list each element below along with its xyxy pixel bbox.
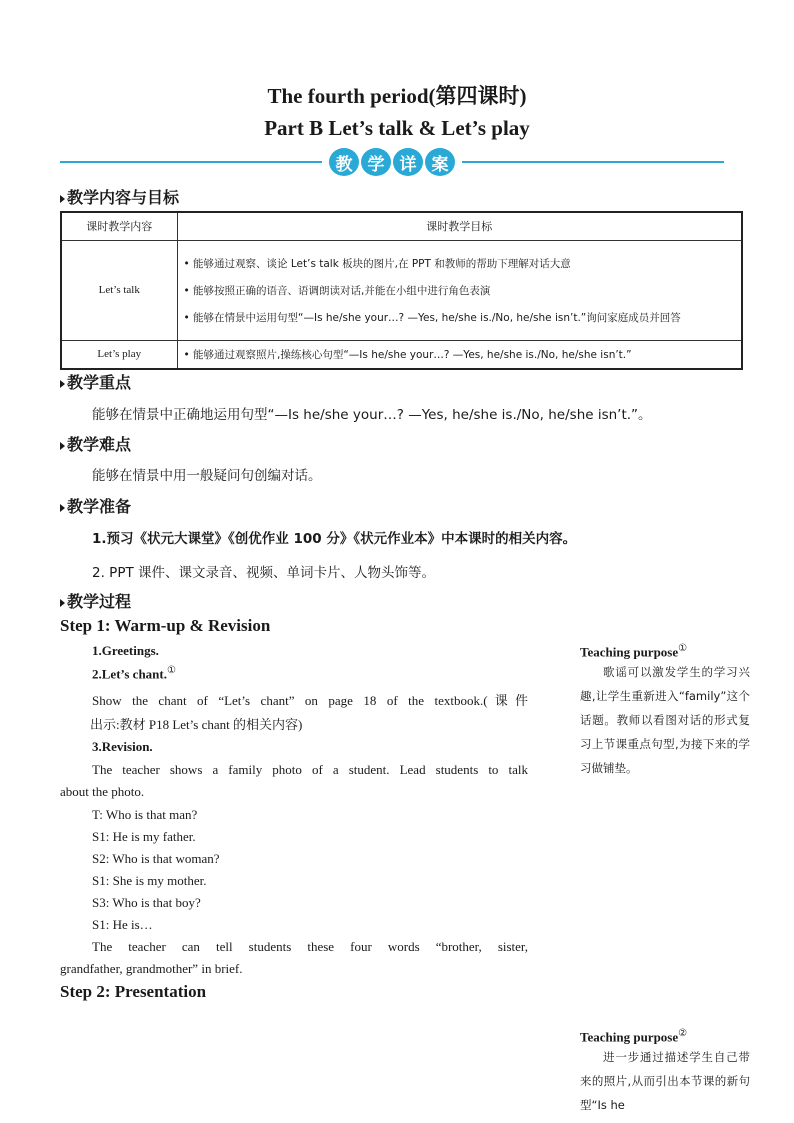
goal-item: • 能够通过观察照片,操练核心句型“—Is he/she your…? —Yes, he/she is./No, he/she isn’t.” — [183, 348, 632, 361]
dialogue-line: S1: He is… — [92, 917, 153, 932]
triangle-bullet-icon — [60, 442, 65, 450]
section-heading-content-goals: 教学内容与目标 — [60, 185, 179, 208]
table-cell-goals — [177, 340, 742, 369]
page-title: The fourth period(第四课时) — [267, 84, 527, 108]
dialogue-line: S2: Who is that woman? — [92, 851, 220, 866]
closing-text: grandfather, grandmother” in brief. — [60, 961, 243, 976]
difficulties-text: 能够在情景中用一般疑问句创编对话。 — [92, 468, 322, 484]
key-points-text: 能够在情景中正确地运用句型“—Is he/she your…? —Yes, he/she is./No, he/she isn’t.”。 — [92, 407, 652, 423]
note-text: 歌谣可以激发学生的学习兴趣,让学生重新进入“family”这个话题。教师以看图对话的形式复习上节课重点句型,为接下来的学习做铺垫。 — [580, 665, 750, 776]
triangle-bullet-icon — [60, 599, 65, 607]
section-banner — [60, 148, 724, 176]
triangle-bullet-icon — [60, 380, 65, 388]
revision-text: about the photo. — [60, 784, 145, 799]
dialogue-line: S1: She is my mother. — [92, 873, 207, 888]
table-cell-goals — [177, 240, 742, 340]
teaching-purpose-note-2 — [580, 1028, 750, 1117]
section-heading-preparation: 教学准备 — [60, 494, 131, 517]
banner-badges — [322, 148, 462, 176]
chant-text: Show the chant of “Let’s chant” on page 18 of the textbook.(课件 — [92, 693, 528, 708]
step2-title: Step 2: Presentation — [60, 982, 207, 1001]
table-cell-content: Let’s talk — [61, 240, 177, 340]
triangle-bullet-icon — [60, 504, 65, 512]
step1-title: Step 1: Warm-up & Revision — [60, 616, 271, 635]
revision-text: The teacher shows a family photo of a student. Lead students to talk — [92, 762, 528, 777]
teaching-purpose-note-1 — [580, 643, 750, 780]
table-header-row — [61, 212, 742, 240]
banner-char: 详 — [393, 148, 423, 176]
page-subtitle: Part B Let’s talk & Let’s play — [264, 116, 530, 140]
section-heading-process: 教学过程 — [60, 589, 131, 612]
dialogue-line: T: Who is that man? — [92, 807, 198, 822]
goal-item: • 能够通过观察、谈论 Let’s talk 板块的图片,在 PPT 和教师的帮助下理解对话大意 — [183, 257, 571, 270]
section-heading-key-points: 教学重点 — [60, 370, 131, 393]
greetings: 1.Greetings. — [92, 643, 159, 658]
banner-char: 学 — [361, 148, 391, 176]
table-row — [61, 340, 742, 369]
goals-table — [60, 211, 743, 370]
table-row — [61, 240, 742, 340]
revision-heading: 3.Revision. — [92, 739, 153, 754]
table-header-cell: 课时教学目标 — [177, 212, 742, 240]
note-text: 进一步通过描述学生自己带来的照片,从而引出本节课的新句型“Is he — [580, 1050, 750, 1113]
dialogue-line: S1: He is my father. — [92, 829, 196, 844]
dialogue-line: S3: Who is that boy? — [92, 895, 201, 910]
note-title: Teaching purpose② — [580, 1028, 688, 1045]
goal-item: • 能够在情景中运用句型“—Is he/she your…? —Yes, he/she is./No, he/she isn’t.”询问家庭成员并回答 — [183, 311, 681, 324]
chant-heading: 2.Let’s chant.① — [92, 665, 176, 682]
note-title: Teaching purpose① — [580, 643, 688, 660]
banner-char: 教 — [329, 148, 359, 176]
banner-char: 案 — [425, 148, 455, 176]
closing-text: The teacher can tell students these four words “brother, sister, — [92, 939, 528, 954]
table-cell-content: Let’s play — [61, 340, 177, 369]
chant-text: 出示:教材 P18 Let’s chant 的相关内容) — [90, 717, 303, 732]
preparation-item-1: 1.预习《状元大课堂》《创优作业 100 分》《状元作业本》中本课时的相关内容。 — [92, 531, 577, 547]
table-header-cell: 课时教学内容 — [61, 212, 177, 240]
banner-line-left — [60, 161, 322, 163]
preparation-item-2: 2. PPT 课件、课文录音、视频、单词卡片、人物头饰等。 — [92, 565, 435, 581]
banner-line-right — [462, 161, 724, 163]
triangle-bullet-icon — [60, 195, 65, 203]
section-heading-difficulties: 教学难点 — [60, 432, 131, 455]
goal-item: • 能够按照正确的语音、语调朗读对话,并能在小组中进行角色表演 — [183, 284, 491, 297]
